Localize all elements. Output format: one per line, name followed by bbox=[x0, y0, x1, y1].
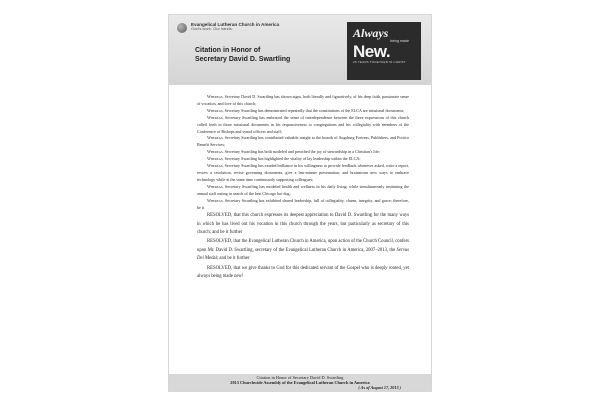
elca-logo bbox=[177, 22, 279, 33]
logo-text bbox=[191, 22, 279, 32]
title-line-2: Secretary David D. Swartling bbox=[195, 55, 291, 63]
medal-name: Servus Dei bbox=[197, 247, 409, 262]
whereas-lead: Whereas bbox=[207, 197, 223, 203]
whereas-paragraph bbox=[197, 108, 409, 115]
org-tagline: God's work. Our hands. bbox=[191, 26, 233, 32]
header-band bbox=[169, 15, 431, 85]
whereas-lead: Whereas bbox=[207, 135, 223, 141]
whereas-lead: Whereas bbox=[207, 183, 223, 189]
whereas-lead: Whereas bbox=[207, 94, 223, 99]
whereas-text: , Secretary Swartling has highlighted the vitality of lay leadership within the ELCA; bbox=[222, 156, 361, 162]
document-page bbox=[168, 14, 432, 392]
whereas-paragraph bbox=[197, 115, 409, 136]
whereas-lead: Whereas bbox=[207, 107, 223, 113]
resolved-text: RESOLVED, that the Evangelical Lutheran Church in America, upon action of the Church Council, confers upon Mr. David D. Swartling, secretary of the Evangelical Lutheran Church in America, 2007–2013, the bbox=[197, 239, 409, 253]
footer-date: ( As of August 17, 2013 ) bbox=[358, 385, 401, 390]
title-line-1: Citation in Honor of bbox=[195, 47, 261, 54]
whereas-paragraph bbox=[197, 184, 409, 198]
resolved-paragraph bbox=[197, 265, 409, 282]
whereas-paragraph bbox=[197, 163, 409, 184]
org-name: Evangelical Lutheran Church in America bbox=[191, 22, 280, 27]
footer-assembly: 2013 Churchwide Assembly of the Evangelical Lutheran Church in America bbox=[230, 380, 370, 385]
footer-band bbox=[169, 374, 431, 391]
resolved-paragraph bbox=[197, 212, 409, 238]
badge-word-always: Always bbox=[353, 26, 389, 40]
whereas-text: , Secretary Swartling has embraced the sense of interdependence between the three expressions of this church called forth in those missional documents in his responsiveness to congregations and his collegiality with members of the Conference of Bishops and synod officers and staff; bbox=[197, 114, 409, 134]
resolved-text: RESOLVED, that we give thanks to God for this dedicated servant of the Gospel who is deeply rooted, yet always being made new! bbox=[197, 265, 409, 280]
resolved-text-end: Medal; and be it further bbox=[203, 256, 250, 262]
page-title bbox=[195, 47, 335, 64]
whereas-text: , Secretary Swartling has modeled health and wellness in his daily living, while simultaneously instituting the annual staff outing in search of the best Chicago hot dog; bbox=[197, 183, 409, 196]
whereas-text: , Secretary David D. Swartling has shown signs, both literally and figuratively, of his deep faith, passionate sense of vocation, and love of this church; bbox=[197, 94, 409, 106]
citation-body bbox=[197, 94, 409, 282]
badge-word-being-made: being made bbox=[390, 39, 409, 43]
whereas-paragraph bbox=[197, 156, 409, 163]
elca-cross-icon bbox=[177, 23, 187, 33]
whereas-lead: Whereas bbox=[207, 114, 223, 120]
whereas-paragraph bbox=[197, 94, 409, 108]
whereas-text: , Secretary Swartling has both modeled and preached the joy of stewardship in a Christian's life; bbox=[222, 149, 380, 155]
whereas-text: , Secretary Swartling has exhibited shared leadership, full of collegiality, charm, integrity, and grace; therefore, be it bbox=[197, 197, 409, 210]
whereas-lead: Whereas bbox=[207, 149, 223, 155]
resolved-paragraph bbox=[197, 238, 409, 264]
whereas-lead: Whereas bbox=[207, 156, 223, 162]
anniversary-badge bbox=[347, 22, 421, 80]
resolved-text: RESOLVED, that this church expresses its deepest appreciation to David D. Swartling for the many ways in which he has lived out his vocation in this church through the years, but particularly as secretary of this church; and be it further bbox=[197, 212, 409, 236]
whereas-paragraph bbox=[197, 135, 409, 149]
whereas-text: , Secretary Swartling has demonstrated repeatedly that the constitutions of the ELCA are missional documents; bbox=[222, 107, 405, 113]
whereas-text: , Secretary Swartling has contributed valuable insight to the boards of Augsburg Fortress, Publishers, and Portico Benefit Services; bbox=[197, 135, 409, 148]
whereas-text: , Secretary Swartling has exuded brilliance in his willingness to provide feedback whenever asked, write a report, review a resolution, revise governing documents, give a last-minute presentation, and brainstorm new ways to embrace technology while at the same time continuously supporting colleagues; bbox=[197, 163, 409, 182]
badge-word-new: New. bbox=[353, 42, 391, 61]
whereas-lead: Whereas bbox=[207, 163, 223, 169]
whereas-paragraph bbox=[197, 198, 409, 212]
whereas-paragraph bbox=[197, 149, 409, 156]
footer-title: Citation in Honor of Secretary David D. Swartling bbox=[256, 375, 344, 380]
badge-subtitle: 25 YEARS TOGETHER IN CHRIST bbox=[353, 60, 406, 64]
